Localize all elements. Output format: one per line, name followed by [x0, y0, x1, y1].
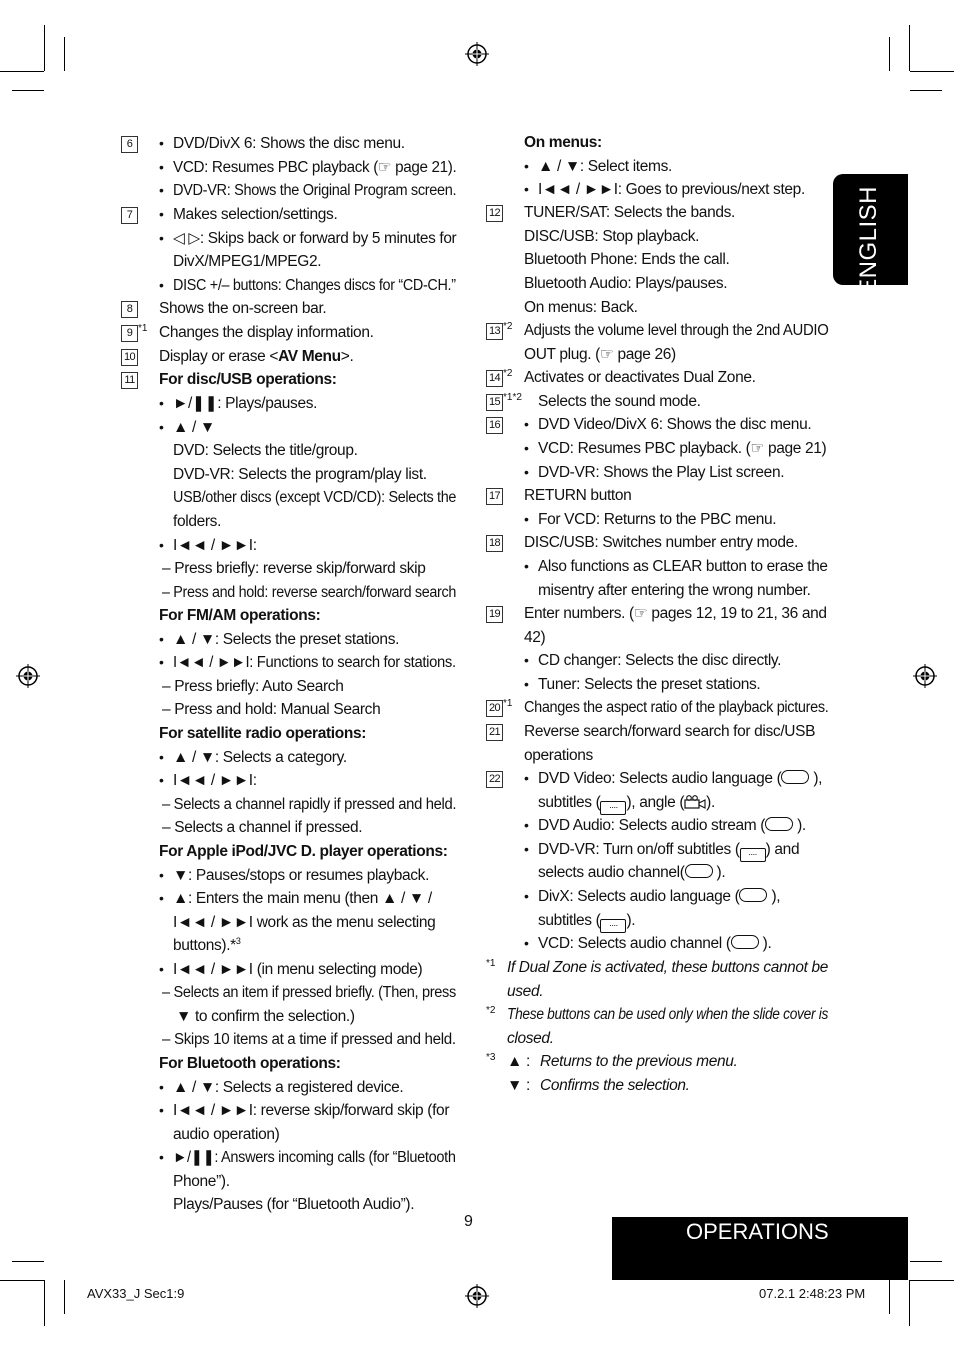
text-line: On menus: Back.	[524, 299, 638, 316]
text-line: DVD-VR: Shows the Play List screen.	[538, 464, 785, 481]
text-line: Makes selection/settings.	[173, 206, 338, 223]
crop-mark	[909, 25, 910, 71]
text-line: I◄◄ / ►►I:	[173, 772, 257, 789]
registration-mark-icon	[464, 1283, 490, 1309]
text-line: I◄◄ / ►►I (in menu selecting mode)	[173, 961, 423, 978]
text-line: Plays/Pauses (for “Bluetooth Audio”).	[173, 1196, 415, 1213]
bullet: •	[524, 558, 529, 574]
text-line: ▼ to confirm the selection.)	[176, 1008, 355, 1025]
text-line: RETURN button	[524, 487, 632, 504]
text-line	[173, 934, 241, 958]
text-line	[538, 791, 715, 815]
footnote-symbol: ▲ :	[507, 1053, 530, 1070]
item-number: 10	[121, 349, 138, 366]
text-line: Phone”).	[173, 1173, 230, 1190]
section-heading: For disc/USB operations:	[159, 371, 337, 388]
bullet: •	[159, 1079, 164, 1095]
text-line: audio operation)	[173, 1126, 280, 1143]
text-line: – Press briefly: Auto Search	[162, 678, 344, 695]
item-number: 6	[121, 136, 138, 153]
bullet: •	[524, 511, 529, 527]
text-line: ▲ / ▼: Selects the preset stations.	[173, 631, 400, 648]
text-span: subtitles (	[538, 912, 601, 929]
text-line: DVD-VR: Selects the program/play list.	[173, 466, 427, 483]
footnote-text: used.	[507, 983, 544, 1000]
item-number: 8	[121, 301, 138, 318]
text-line: USB/other discs (except VCD/CD): Selects the	[173, 489, 457, 506]
footnote-text: Returns to the previous menu.	[540, 1053, 738, 1070]
registration-mark-icon	[912, 663, 938, 689]
footer-right: 07.2.1 2:48:23 PM	[759, 1286, 866, 1301]
crop-mark	[889, 1280, 890, 1314]
crop-mark	[44, 1280, 45, 1326]
bullet: •	[524, 888, 529, 904]
text-line	[538, 861, 725, 885]
text-line	[159, 345, 353, 369]
text-line: Changes the aspect ratio of the playback pictures.	[524, 699, 829, 716]
section-banner	[612, 1217, 908, 1280]
text-span: ),	[771, 888, 781, 905]
text-line: Reverse search/forward search for disc/USB	[524, 723, 816, 740]
crop-mark	[889, 37, 890, 71]
text-span: DVD-VR: Turn on/off subtitles (	[538, 841, 740, 858]
item-number: 16	[486, 417, 503, 434]
text-line: ▲ / ▼: Selects a category.	[173, 749, 347, 766]
footnote-ref: 3	[235, 935, 241, 946]
crop-mark	[910, 71, 954, 72]
text-line: ▼: Pauses/stops or resumes playback.	[173, 867, 430, 884]
item-number: 14	[486, 370, 503, 387]
text-line: DISC/USB: Stop playback.	[524, 228, 700, 245]
registration-mark-icon	[464, 41, 490, 67]
audio-channel-icon	[685, 864, 713, 878]
text-line: operations	[524, 747, 593, 764]
footnote-marker: *1	[486, 958, 496, 969]
footnote-ref: *1	[503, 698, 513, 709]
text-span: VCD: Selects audio channel (	[538, 935, 731, 952]
text-line	[538, 814, 806, 838]
text-line: Selects the sound mode.	[538, 393, 701, 410]
bullet: •	[159, 1102, 164, 1118]
text-line	[538, 932, 771, 956]
text-line	[538, 767, 822, 791]
bullet: •	[159, 749, 164, 765]
text-line: – Press briefly: reverse skip/forward skip	[162, 560, 426, 577]
audio-language-icon	[781, 770, 809, 784]
text-line: Bluetooth Phone: Ends the call.	[524, 251, 730, 268]
item-number: 22	[486, 771, 503, 788]
text-span: DVD Video: Selects audio language (	[538, 770, 782, 787]
bullet: •	[159, 395, 164, 411]
crop-mark	[910, 1261, 942, 1262]
text-line: folders.	[173, 513, 222, 530]
bullet: •	[524, 935, 529, 951]
bullet: •	[159, 277, 164, 293]
footnote-text: closed.	[507, 1030, 554, 1047]
bullet: •	[159, 182, 164, 198]
section-heading: For satellite radio operations:	[159, 725, 367, 742]
text-line: DISC/USB: Switches number entry mode.	[524, 534, 798, 551]
text-line: ▲ / ▼: Select items.	[538, 158, 672, 175]
audio-stream-icon	[765, 817, 793, 831]
text-line: DVD Video/DivX 6: Shows the disc menu.	[538, 416, 812, 433]
item-number: 13	[486, 323, 503, 340]
text-span: DVD Audio: Selects audio stream (	[538, 817, 766, 834]
text-line	[538, 885, 780, 909]
language-tab	[833, 174, 908, 295]
text-line: 42)	[524, 629, 546, 646]
text-line: TUNER/SAT: Selects the bands.	[524, 204, 735, 221]
audio-channel-icon	[731, 935, 759, 949]
text-line: VCD: Resumes PBC playback (☞ page 21).	[173, 159, 457, 176]
item-number: 11	[121, 372, 138, 389]
crop-mark	[909, 1280, 910, 1326]
text-line: ▲ / ▼: Selects a registered device.	[173, 1079, 404, 1096]
bullet: •	[524, 770, 529, 786]
bullet: •	[159, 206, 164, 222]
footnote-ref: *2	[503, 321, 513, 332]
footnote-ref: *1	[138, 323, 148, 334]
text-line: ►/❚❚: Plays/pauses.	[173, 395, 318, 412]
bullet: •	[159, 867, 164, 883]
section-heading: For Bluetooth operations:	[159, 1055, 341, 1072]
item-number: 19	[486, 606, 503, 623]
text-span: selects audio channel(	[538, 864, 685, 881]
bullet: •	[159, 654, 164, 670]
text-span: ).	[762, 935, 772, 952]
subtitle-icon: ....	[600, 801, 626, 815]
crop-mark	[0, 71, 44, 72]
bullet: •	[524, 464, 529, 480]
text-span: ).	[716, 864, 726, 881]
crop-mark	[12, 1261, 44, 1262]
text-line	[538, 909, 635, 933]
text-span: subtitles (	[538, 794, 601, 811]
bullet: •	[524, 676, 529, 692]
section-heading: On menus:	[524, 134, 602, 151]
av-menu-label: AV Menu	[278, 348, 341, 365]
text-span: ) and	[765, 841, 800, 858]
bullet: •	[159, 230, 164, 246]
bullet: •	[524, 652, 529, 668]
bullet: •	[159, 772, 164, 788]
footnote-text: These buttons can be used only when the slide cover is	[507, 1006, 829, 1023]
footnote-marker: *2	[486, 1005, 496, 1016]
text-line: I◄◄ / ►►I: reverse skip/forward skip (for	[173, 1102, 450, 1119]
text-line: misentry after entering the wrong number.	[538, 582, 811, 599]
bullet: •	[524, 817, 529, 833]
section-heading: For FM/AM operations:	[159, 607, 321, 624]
footer-left: AVX33_J Sec1:9	[87, 1286, 185, 1301]
text-line: ◁ ▷: Skips back or forward by 5 minutes for	[173, 230, 457, 247]
text-line: ▲: Enters the main menu (then ▲ / ▼ /	[173, 890, 432, 907]
crop-mark	[910, 90, 942, 91]
item-number: 18	[486, 535, 503, 552]
item-number: 20	[486, 700, 503, 717]
text-line: OUT plug. (☞ page 26)	[524, 346, 676, 363]
footnote-symbol: ▼ :	[507, 1077, 530, 1094]
footnote-ref: *2	[503, 368, 513, 379]
subtitle-icon: ....	[600, 919, 626, 933]
bullet: •	[524, 158, 529, 174]
bullet: •	[159, 890, 164, 906]
text-line: ▲ / ▼	[173, 419, 215, 436]
text-line: I◄◄ / ►►I: Goes to previous/next step.	[538, 181, 805, 198]
bullet: •	[159, 159, 164, 175]
footnote-text: If Dual Zone is activated, these buttons cannot be	[507, 959, 828, 976]
bullet: •	[524, 841, 529, 857]
bullet: •	[159, 961, 164, 977]
text-span: Display or erase <	[159, 348, 279, 365]
text-line	[538, 838, 799, 862]
subtitle-icon: ....	[740, 848, 766, 862]
crop-mark	[12, 90, 44, 91]
text-line: DivX/MPEG1/MPEG2.	[173, 253, 322, 270]
text-line: DISC +/– buttons: Changes discs for “CD-CH.”	[173, 277, 456, 294]
bullet: •	[159, 1149, 164, 1165]
text-line: – Selects a channel rapidly if pressed and held.	[162, 796, 457, 813]
footnote-marker: *3	[486, 1052, 496, 1063]
text-span: ).	[797, 817, 806, 834]
section-title: OPERATIONS	[686, 1219, 829, 1244]
bullet: •	[159, 135, 164, 151]
text-line: Bluetooth Audio: Plays/pauses.	[524, 275, 728, 292]
text-line: ►/❚❚: Answers incoming calls (for “Bluetooth	[173, 1149, 456, 1166]
text-line: For VCD: Returns to the PBC menu.	[538, 511, 777, 528]
text-line: Activates or deactivates Dual Zone.	[524, 369, 756, 386]
registration-mark-icon	[15, 663, 41, 689]
crop-mark	[0, 1280, 44, 1281]
text-line: I◄◄ / ►►I:	[173, 537, 257, 554]
text-line: DVD-VR: Shows the Original Program screen.	[173, 182, 457, 199]
section-heading: For Apple iPod/JVC D. player operations:	[159, 843, 448, 860]
text-line: CD changer: Selects the disc directly.	[538, 652, 782, 669]
text-line: I◄◄ / ►►I work as the menu selecting	[173, 914, 436, 931]
text-line: Tuner: Selects the preset stations.	[538, 676, 761, 693]
text-span: ).	[626, 912, 636, 929]
text-line: – Selects a channel if pressed.	[162, 819, 363, 836]
item-number: 9	[121, 325, 138, 342]
angle-camera-icon	[684, 795, 706, 809]
item-number: 12	[486, 205, 503, 222]
crop-mark	[44, 25, 45, 71]
text-line: – Skips 10 items at a time if pressed and held.	[162, 1031, 456, 1048]
text-span: >.	[340, 348, 354, 365]
item-number: 7	[121, 207, 138, 224]
language-tab-label: ENGLISH	[855, 186, 882, 295]
text-line: VCD: Resumes PBC playback. (☞ page 21)	[538, 440, 827, 457]
text-line: – Selects an item if pressed briefly. (Then, press	[162, 984, 456, 1001]
text-span: DivX: Selects audio language (	[538, 888, 740, 905]
bullet: •	[159, 631, 164, 647]
crop-mark	[64, 1280, 65, 1314]
footnote-ref: *1*2	[503, 392, 522, 403]
crop-mark	[64, 37, 65, 71]
item-number: 17	[486, 488, 503, 505]
text-span: ), angle (	[626, 794, 685, 811]
item-number: 15	[486, 394, 503, 411]
bullet: •	[524, 181, 529, 197]
text-span: ),	[813, 770, 823, 787]
text-line: DVD/DivX 6: Shows the disc menu.	[173, 135, 405, 152]
text-line: Also functions as CLEAR button to erase the	[538, 558, 828, 575]
footnote-text: Confirms the selection.	[540, 1077, 690, 1094]
page-number: 9	[464, 1213, 473, 1230]
audio-language-icon	[739, 888, 767, 902]
text-line: I◄◄ / ►►I: Functions to search for stations.	[173, 654, 456, 671]
item-number: 21	[486, 724, 503, 741]
text-line: – Press and hold: Manual Search	[162, 701, 381, 718]
bullet: •	[524, 440, 529, 456]
text-line: Adjusts the volume level through the 2nd AUDIO	[524, 322, 829, 339]
text-line: Changes the display information.	[159, 324, 374, 341]
text-line: – Press and hold: reverse search/forward search	[162, 584, 456, 601]
text-span: ).	[706, 794, 715, 811]
text-line: Shows the on-screen bar.	[159, 300, 327, 317]
bullet: •	[159, 537, 164, 553]
text-line: Enter numbers. (☞ pages 12, 19 to 21, 36 and	[524, 605, 827, 622]
crop-mark	[910, 1280, 954, 1281]
text-line: DVD: Selects the title/group.	[173, 442, 358, 459]
text-span: buttons).*	[173, 937, 236, 954]
bullet: •	[159, 419, 164, 435]
bullet: •	[524, 416, 529, 432]
